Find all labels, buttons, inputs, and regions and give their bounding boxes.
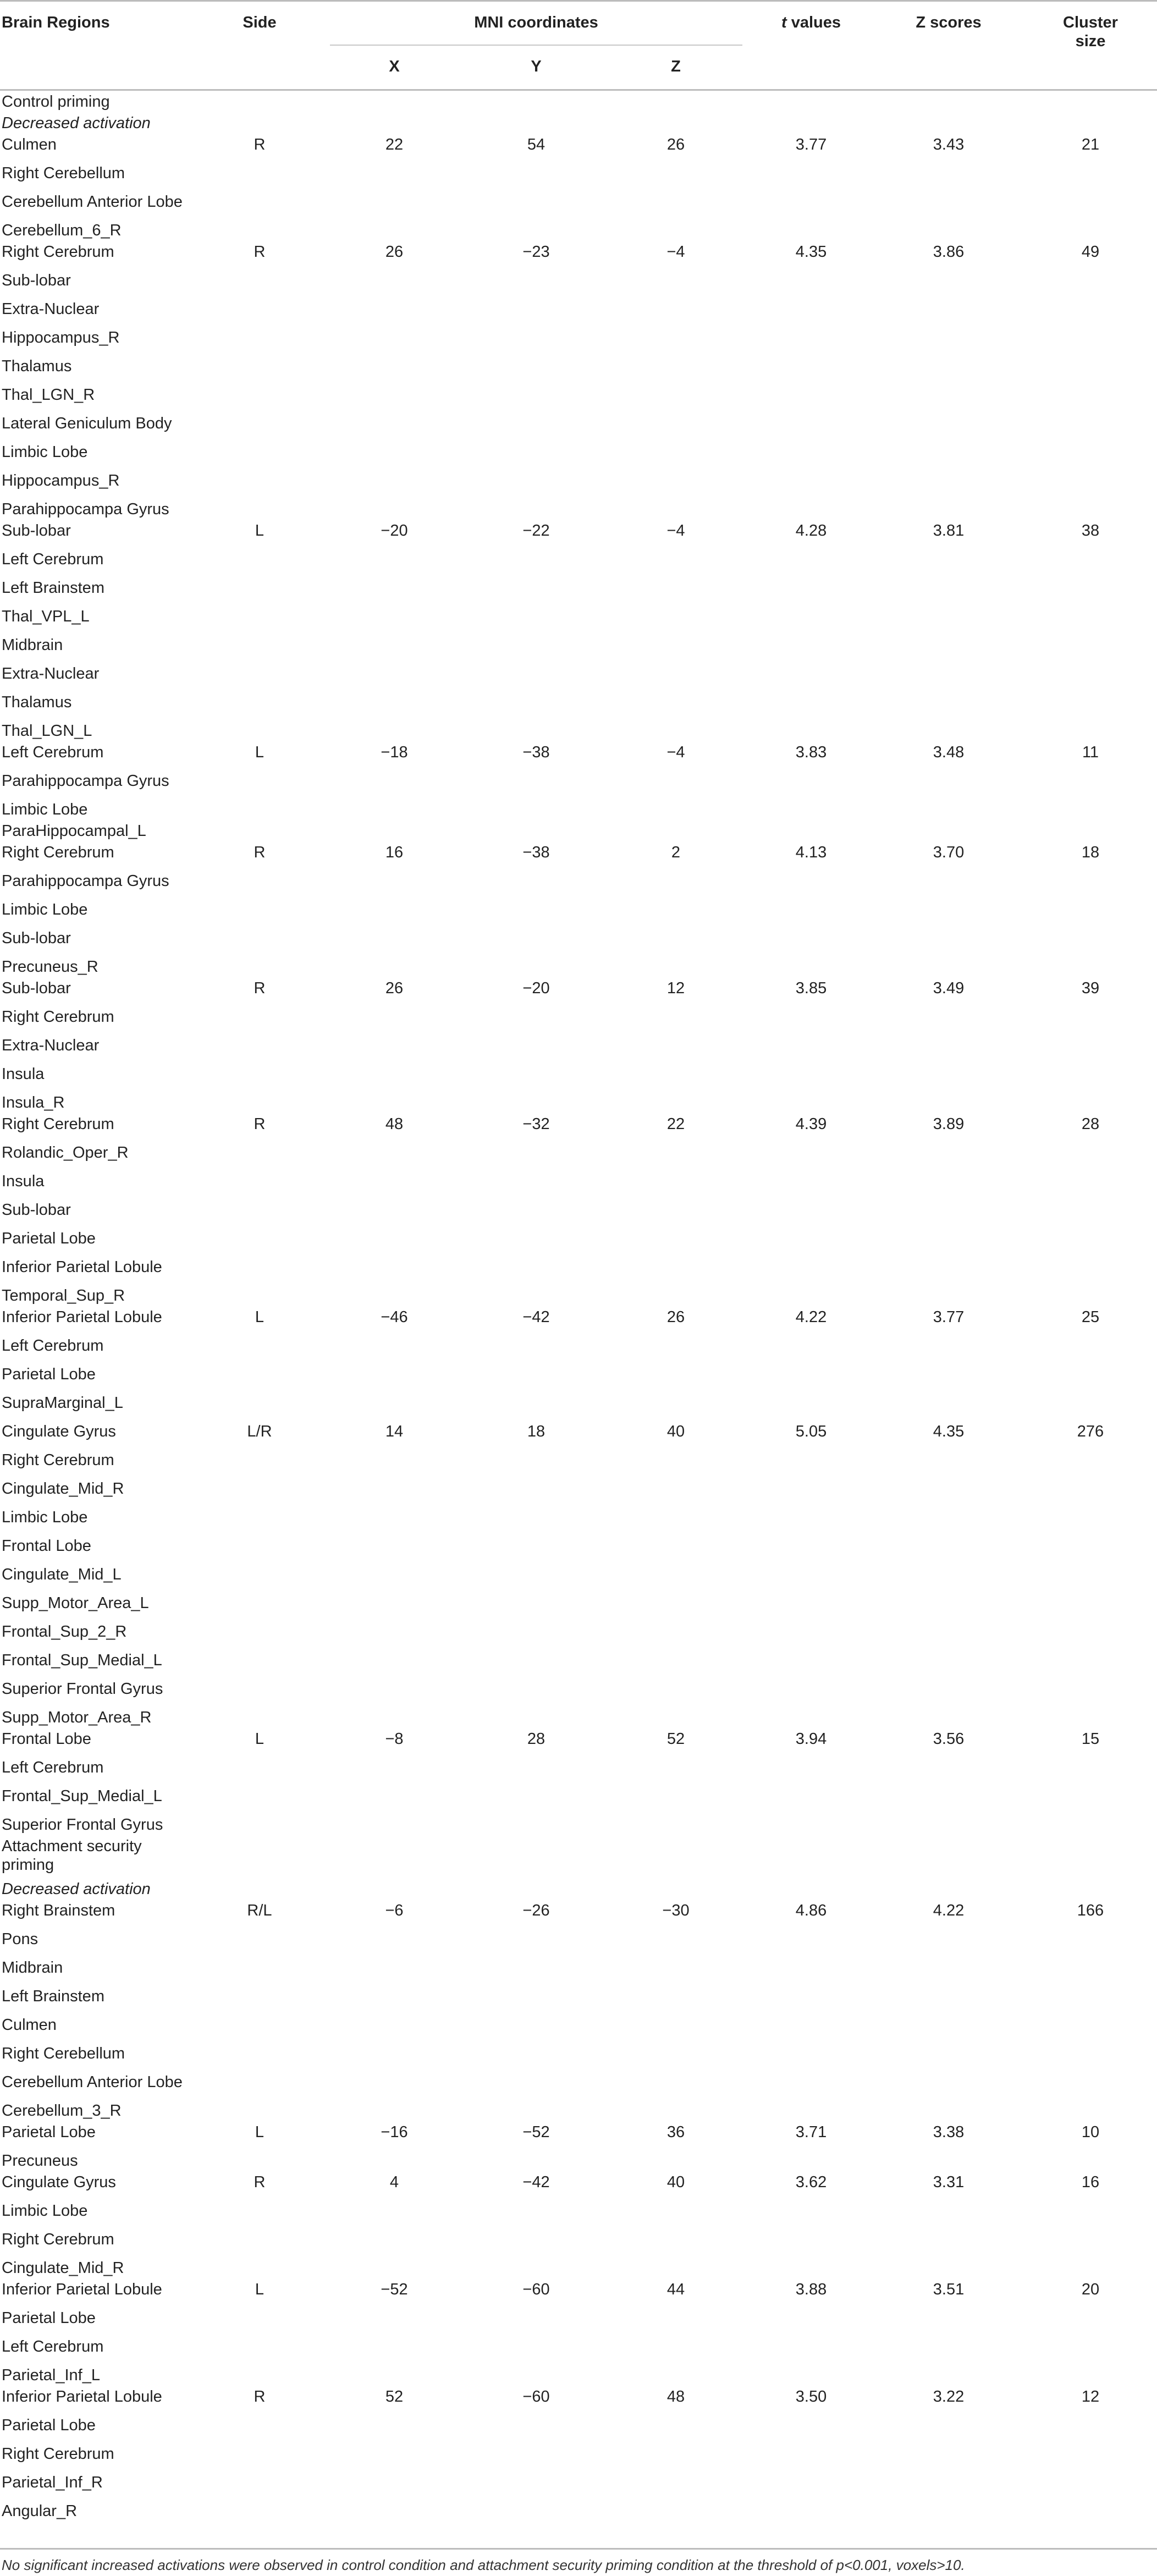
region-cell: Right Cerebellum (2, 164, 125, 182)
z-cell: 52 (666, 1730, 685, 1748)
header-y: Y (531, 58, 542, 75)
region-cell: Lateral Geniculum Body (2, 415, 172, 432)
z-cell: 44 (666, 2281, 685, 2298)
region-cell: Sub-lobar (2, 272, 71, 289)
zscore-cell: 3.89 (933, 1115, 965, 1133)
region-cell: Thal_LGN_L (2, 722, 92, 740)
header-t-letter: t (781, 14, 787, 31)
region-cell: Decreased activation (2, 114, 151, 132)
region-cell: Hippocampus_R (2, 329, 120, 346)
y-cell: −26 (522, 1902, 550, 1919)
t-cell: 4.35 (795, 243, 827, 261)
header-z: Z (671, 58, 681, 75)
y-cell: 54 (527, 136, 546, 153)
region-cell: Sub-lobar (2, 979, 71, 997)
region-cell: Cerebellum Anterior Lobe (2, 193, 183, 211)
region-cell: Cingulate_Mid_R (2, 2259, 124, 2277)
zscore-cell: 3.48 (933, 744, 965, 761)
z-cell: −30 (662, 1902, 690, 1919)
region-cell: Thalamus (2, 357, 72, 375)
y-cell: 18 (527, 1423, 546, 1440)
region-cell: Parahippocampa Gyrus (2, 500, 169, 518)
t-cell: 4.28 (795, 522, 827, 540)
t-cell: 3.85 (795, 979, 827, 997)
x-cell: 22 (385, 136, 404, 153)
zscore-cell: 3.70 (933, 844, 965, 861)
side-cell: L (255, 2281, 265, 2298)
z-cell: 22 (666, 1115, 685, 1133)
table-bottom-rule (0, 2548, 1157, 2550)
x-cell: 16 (385, 844, 404, 861)
side-cell: L (255, 522, 265, 540)
region-cell: Thalamus (2, 693, 72, 711)
region-cell: Thal_VPL_L (2, 608, 90, 625)
region-cell: Left Cerebrum (2, 1759, 104, 1776)
t-cell: 4.39 (795, 1115, 827, 1133)
cluster-cell: 21 (1081, 136, 1100, 153)
t-cell: 4.22 (795, 1308, 827, 1326)
t-cell: 3.77 (795, 136, 827, 153)
x-cell: 14 (385, 1423, 404, 1440)
side-cell: R (254, 243, 266, 261)
side-cell: R/L (247, 1902, 272, 1919)
t-cell: 3.83 (795, 744, 827, 761)
side-cell: L (255, 2123, 265, 2141)
region-cell: Right Cerebrum (2, 2445, 114, 2463)
region-cell: Cingulate Gyrus (2, 2173, 116, 2191)
zscore-cell: 3.81 (933, 522, 965, 540)
region-cell: Midbrain (2, 636, 63, 654)
region-cell: Parietal Lobe (2, 2417, 96, 2434)
region-cell: ParaHippocampal_L (2, 822, 146, 840)
cluster-cell: 166 (1077, 1902, 1104, 1919)
z-cell: 26 (666, 136, 685, 153)
region-cell: Sub-lobar (2, 1201, 71, 1219)
y-cell: −42 (522, 2173, 550, 2191)
x-cell: −20 (381, 522, 408, 540)
region-cell: Right Cerebrum (2, 2231, 114, 2248)
x-cell: −16 (381, 2123, 408, 2141)
region-cell: Control priming (2, 93, 110, 111)
y-cell: −20 (522, 979, 550, 997)
region-cell: Supp_Motor_Area_R (2, 1709, 152, 1726)
x-cell: −18 (381, 744, 408, 761)
table-header-row (0, 0, 1157, 50)
cluster-cell: 276 (1077, 1423, 1104, 1440)
region-cell: Parietal Lobe (2, 1366, 96, 1383)
x-cell: 26 (385, 243, 404, 261)
region-cell: Supp_Motor_Area_L (2, 1594, 149, 1612)
table-subheader-row (0, 45, 1157, 91)
t-cell: 5.05 (795, 1423, 827, 1440)
cluster-cell: 28 (1081, 1115, 1100, 1133)
t-cell: 3.50 (795, 2388, 827, 2406)
region-cell: Parietal_Inf_L (2, 2366, 100, 2384)
x-cell: −8 (385, 1730, 404, 1748)
side-cell: R (254, 2388, 266, 2406)
z-cell: −4 (666, 243, 685, 261)
region-cell: Insula (2, 1173, 45, 1190)
t-cell: 4.86 (795, 1902, 827, 1919)
y-cell: −60 (522, 2388, 550, 2406)
region-cell: Attachment security priming (2, 1837, 142, 1874)
region-cell: Right Cerebrum (2, 1451, 114, 1469)
region-cell: Left Cerebrum (2, 744, 104, 761)
region-cell: Parietal_Inf_R (2, 2474, 103, 2491)
y-cell: −38 (522, 744, 550, 761)
region-cell: Right Cerebrum (2, 243, 114, 261)
cluster-cell: 15 (1081, 1730, 1100, 1748)
cluster-cell: 12 (1081, 2388, 1100, 2406)
region-cell: Parietal Lobe (2, 2309, 96, 2327)
header-x: X (389, 58, 400, 75)
x-cell: 4 (389, 2173, 399, 2191)
x-cell: 48 (385, 1115, 404, 1133)
region-cell: Sub-lobar (2, 522, 71, 540)
region-cell: Limbic Lobe (2, 443, 88, 461)
region-cell: Hippocampus_R (2, 472, 120, 489)
cluster-cell: 16 (1081, 2173, 1100, 2191)
region-cell: Right Brainstem (2, 1902, 115, 1919)
zscore-cell: 3.22 (933, 2388, 965, 2406)
header-t-values (781, 13, 841, 32)
region-cell: Superior Frontal Gyrus (2, 1816, 163, 1834)
x-cell: 26 (385, 979, 404, 997)
region-cell: Thal_LGN_R (2, 386, 95, 404)
region-cell: Frontal_Sup_Medial_L (2, 1652, 162, 1669)
y-cell: −32 (522, 1115, 550, 1133)
region-cell: Frontal Lobe (2, 1730, 91, 1748)
zscore-cell: 3.43 (933, 136, 965, 153)
region-cell: Cerebellum Anterior Lobe (2, 2073, 183, 2091)
region-cell: Culmen (2, 2016, 57, 2034)
region-cell: Extra-Nuclear (2, 300, 100, 318)
zscore-cell: 3.38 (933, 2123, 965, 2141)
side-cell: R (254, 2173, 266, 2191)
z-cell: −4 (666, 522, 685, 540)
y-cell: 28 (527, 1730, 546, 1748)
region-cell: Temporal_Sup_R (2, 1287, 125, 1304)
side-cell: R (254, 844, 266, 861)
region-cell: Precuneus_R (2, 958, 98, 976)
cluster-cell: 18 (1081, 844, 1100, 861)
table-footnote: No significant increased activations were observed in control condition and attachment security priming condition at the threshold of p<0.001, voxels>10. (2, 2557, 965, 2573)
region-cell: Right Cerebrum (2, 1008, 114, 1026)
y-cell: −42 (522, 1308, 550, 1326)
t-cell: 3.94 (795, 1730, 827, 1748)
region-cell: Cingulate_Mid_L (2, 1566, 122, 1583)
region-cell: Parietal Lobe (2, 2123, 96, 2141)
region-cell: Angular_R (2, 2502, 78, 2520)
region-cell: Inferior Parietal Lobule (2, 1258, 162, 1276)
region-cell: Limbic Lobe (2, 1509, 88, 1526)
region-cell: Limbic Lobe (2, 2202, 88, 2220)
x-cell: −52 (381, 2281, 408, 2298)
y-cell: −60 (522, 2281, 550, 2298)
region-cell: SupraMarginal_L (2, 1394, 123, 1412)
header-side: Side (243, 14, 277, 31)
z-cell: 40 (666, 2173, 685, 2191)
side-cell: R (254, 1115, 266, 1133)
region-cell: Right Cerebrum (2, 1115, 114, 1133)
zscore-cell: 4.22 (933, 1902, 965, 1919)
region-cell: Left Brainstem (2, 1988, 104, 2005)
region-cell: Frontal Lobe (2, 1537, 91, 1555)
cluster-cell: 10 (1081, 2123, 1100, 2141)
region-cell: Left Brainstem (2, 579, 104, 597)
z-cell: 48 (666, 2388, 685, 2406)
region-cell: Cingulate_Mid_R (2, 1480, 124, 1498)
region-cell: Cerebellum_6_R (2, 222, 122, 239)
zscore-cell: 3.49 (933, 979, 965, 997)
zscore-cell: 3.56 (933, 1730, 965, 1748)
y-cell: −38 (522, 844, 550, 861)
z-cell: 12 (666, 979, 685, 997)
region-cell: Limbic Lobe (2, 901, 88, 918)
region-cell: Frontal_Sup_2_R (2, 1623, 127, 1641)
region-cell: Pons (2, 1930, 38, 1948)
region-cell: Inferior Parietal Lobule (2, 2281, 162, 2298)
region-cell: Midbrain (2, 1959, 63, 1977)
x-cell: 52 (385, 2388, 404, 2406)
region-cell: Right Cerebellum (2, 2045, 125, 2062)
y-cell: −23 (522, 243, 550, 261)
header-brain-regions: Brain Regions (2, 14, 110, 31)
side-cell: L/R (247, 1423, 272, 1440)
y-cell: −52 (522, 2123, 550, 2141)
zscore-cell: 3.77 (933, 1308, 965, 1326)
header-z-scores: Z scores (916, 14, 982, 31)
side-cell: L (255, 1308, 265, 1326)
x-cell: −46 (381, 1308, 408, 1326)
header-t-suffix: values (786, 14, 841, 31)
header-mni-coordinates: MNI coordinates (474, 14, 598, 31)
region-cell: Left Cerebrum (2, 1337, 104, 1355)
side-cell: R (254, 136, 266, 153)
region-cell: Inferior Parietal Lobule (2, 2388, 162, 2406)
z-cell: 2 (671, 844, 681, 861)
region-cell: Extra-Nuclear (2, 665, 100, 682)
t-cell: 3.88 (795, 2281, 827, 2298)
x-cell: −6 (385, 1902, 404, 1919)
region-cell: Inferior Parietal Lobule (2, 1308, 162, 1326)
region-cell: Limbic Lobe (2, 801, 88, 818)
y-cell: −22 (522, 522, 550, 540)
region-cell: Parahippocampa Gyrus (2, 872, 169, 890)
side-cell: L (255, 744, 265, 761)
region-cell: Superior Frontal Gyrus (2, 1680, 163, 1698)
region-cell: Sub-lobar (2, 929, 71, 947)
cluster-cell: 11 (1082, 744, 1099, 761)
region-cell: Rolandic_Oper_R (2, 1144, 129, 1162)
region-cell: Parietal Lobe (2, 1230, 96, 1247)
region-cell: Cerebellum_3_R (2, 2102, 122, 2120)
cluster-cell: 49 (1081, 243, 1100, 261)
zscore-cell: 3.86 (933, 243, 965, 261)
side-cell: R (254, 979, 266, 997)
z-cell: 26 (666, 1308, 685, 1326)
t-cell: 3.71 (795, 2123, 827, 2141)
cluster-cell: 20 (1081, 2281, 1100, 2298)
region-cell: Frontal_Sup_Medial_L (2, 1787, 162, 1805)
region-cell: Extra-Nuclear (2, 1037, 100, 1054)
zscore-cell: 3.51 (933, 2281, 965, 2298)
zscore-cell: 4.35 (933, 1423, 965, 1440)
z-cell: 36 (666, 2123, 685, 2141)
region-cell: Cingulate Gyrus (2, 1423, 116, 1440)
cluster-cell: 38 (1081, 522, 1100, 540)
region-cell: Insula (2, 1065, 45, 1083)
region-cell: Decreased activation (2, 1880, 151, 1898)
region-cell: Culmen (2, 136, 57, 153)
header-cluster-size: Cluster size (1063, 14, 1118, 50)
region-cell: Precuneus (2, 2152, 78, 2170)
z-cell: −4 (666, 744, 685, 761)
cluster-cell: 39 (1081, 979, 1100, 997)
region-cell: Left Cerebrum (2, 2338, 104, 2355)
region-cell: Parahippocampa Gyrus (2, 772, 169, 790)
z-cell: 40 (666, 1423, 685, 1440)
t-cell: 3.62 (795, 2173, 827, 2191)
region-cell: Insula_R (2, 1094, 65, 1111)
cluster-cell: 25 (1081, 1308, 1100, 1326)
region-cell: Left Cerebrum (2, 551, 104, 568)
t-cell: 4.13 (795, 844, 827, 861)
zscore-cell: 3.31 (933, 2173, 965, 2191)
region-cell: Right Cerebrum (2, 844, 114, 861)
side-cell: L (255, 1730, 265, 1748)
